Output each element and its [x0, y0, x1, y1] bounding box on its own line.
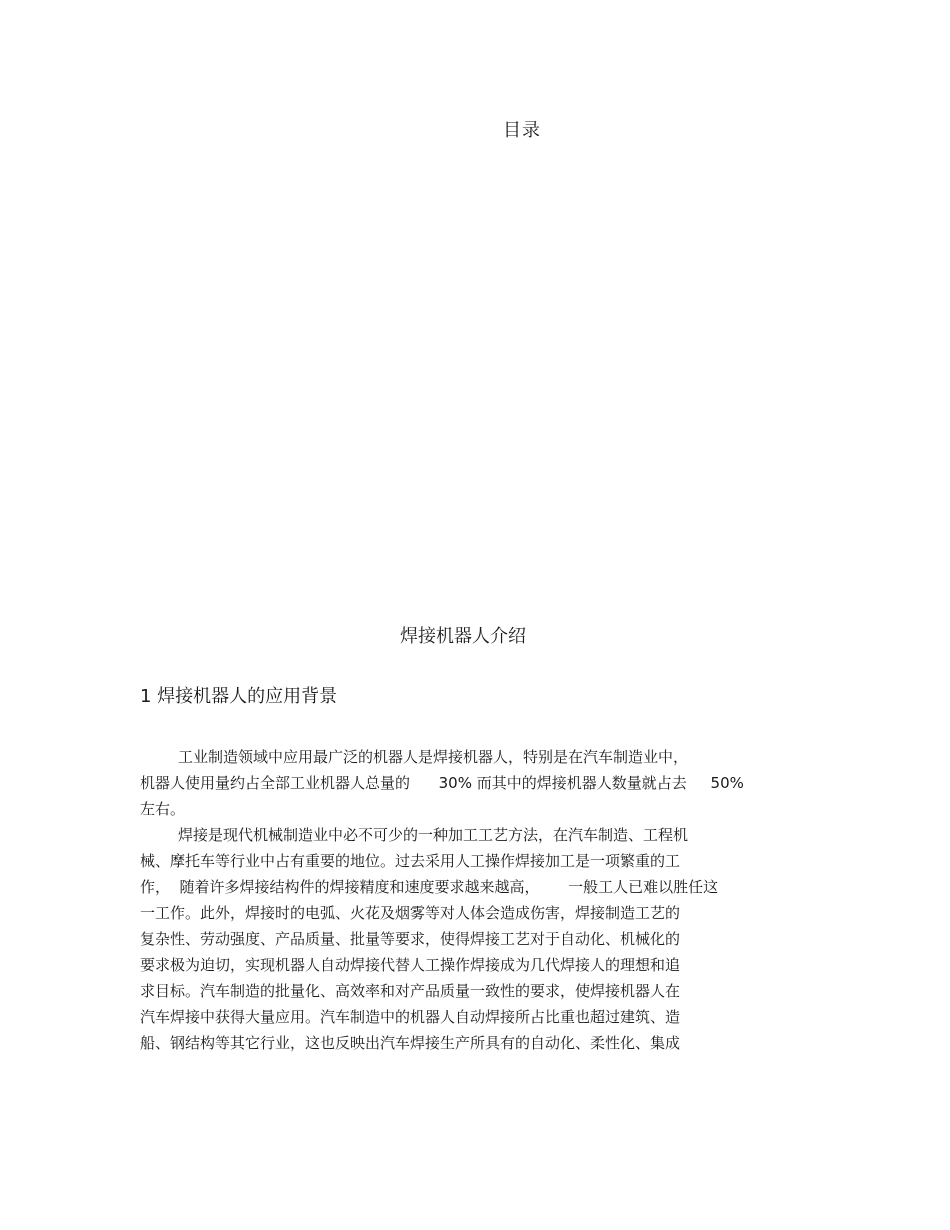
text-line: 复杂性、劳动强度、产品质量、批量等要求，使得焊接工艺对于自动化、机械化的 — [140, 930, 681, 948]
text-line: 械、摩托车等行业中占有重要的地位。过去采用人工操作焊接加工是一项繁重的工 — [140, 852, 681, 870]
doc-title: 焊接机器人介绍 — [400, 626, 526, 647]
text-line: 机器人使用量约占全部工业机器人总量的 30% 而其中的焊接机器人数量就占去 50% — [140, 774, 744, 792]
section-heading: 1 焊接机器人的应用背景 — [140, 686, 338, 707]
text-line: 左右。 — [140, 800, 186, 818]
toc-title: 目录 — [503, 120, 541, 141]
paragraph-1 — [140, 744, 830, 822]
text-line: 求目标。汽车制造的批量化、高效率和对产品质量一致性的要求，使焊接机器人在 — [140, 982, 681, 1000]
text-line: 一工作。此外，焊接时的电弧、火花及烟雾等对人体会造成伤害，焊接制造工艺的 — [140, 904, 681, 922]
text-line: 工业制造领域中应用最广泛的机器人是焊接机器人，特别是在汽车制造业中， — [178, 748, 689, 766]
body-text — [140, 744, 830, 1056]
text-line: 作， 随着许多焊接结构件的焊接精度和速度要求越来越高， 一般工人已难以胜任这 — [140, 878, 719, 896]
text-line: 要求极为迫切，实现机器人自动焊接代替人工操作焊接成为几代焊接人的理想和追 — [140, 956, 681, 974]
text-line: 船、钢结构等其它行业，这也反映出汽车焊接生产所具有的自动化、柔性化、集成 — [140, 1034, 681, 1052]
text-line: 汽车焊接中获得大量应用。汽车制造中的机器人自动焊接所占比重也超过建筑、造 — [140, 1008, 681, 1026]
paragraph-2 — [140, 822, 830, 1056]
text-line: 焊接是现代机械制造业中必不可少的一种加工工艺方法，在汽车制造、工程机 — [178, 826, 689, 844]
